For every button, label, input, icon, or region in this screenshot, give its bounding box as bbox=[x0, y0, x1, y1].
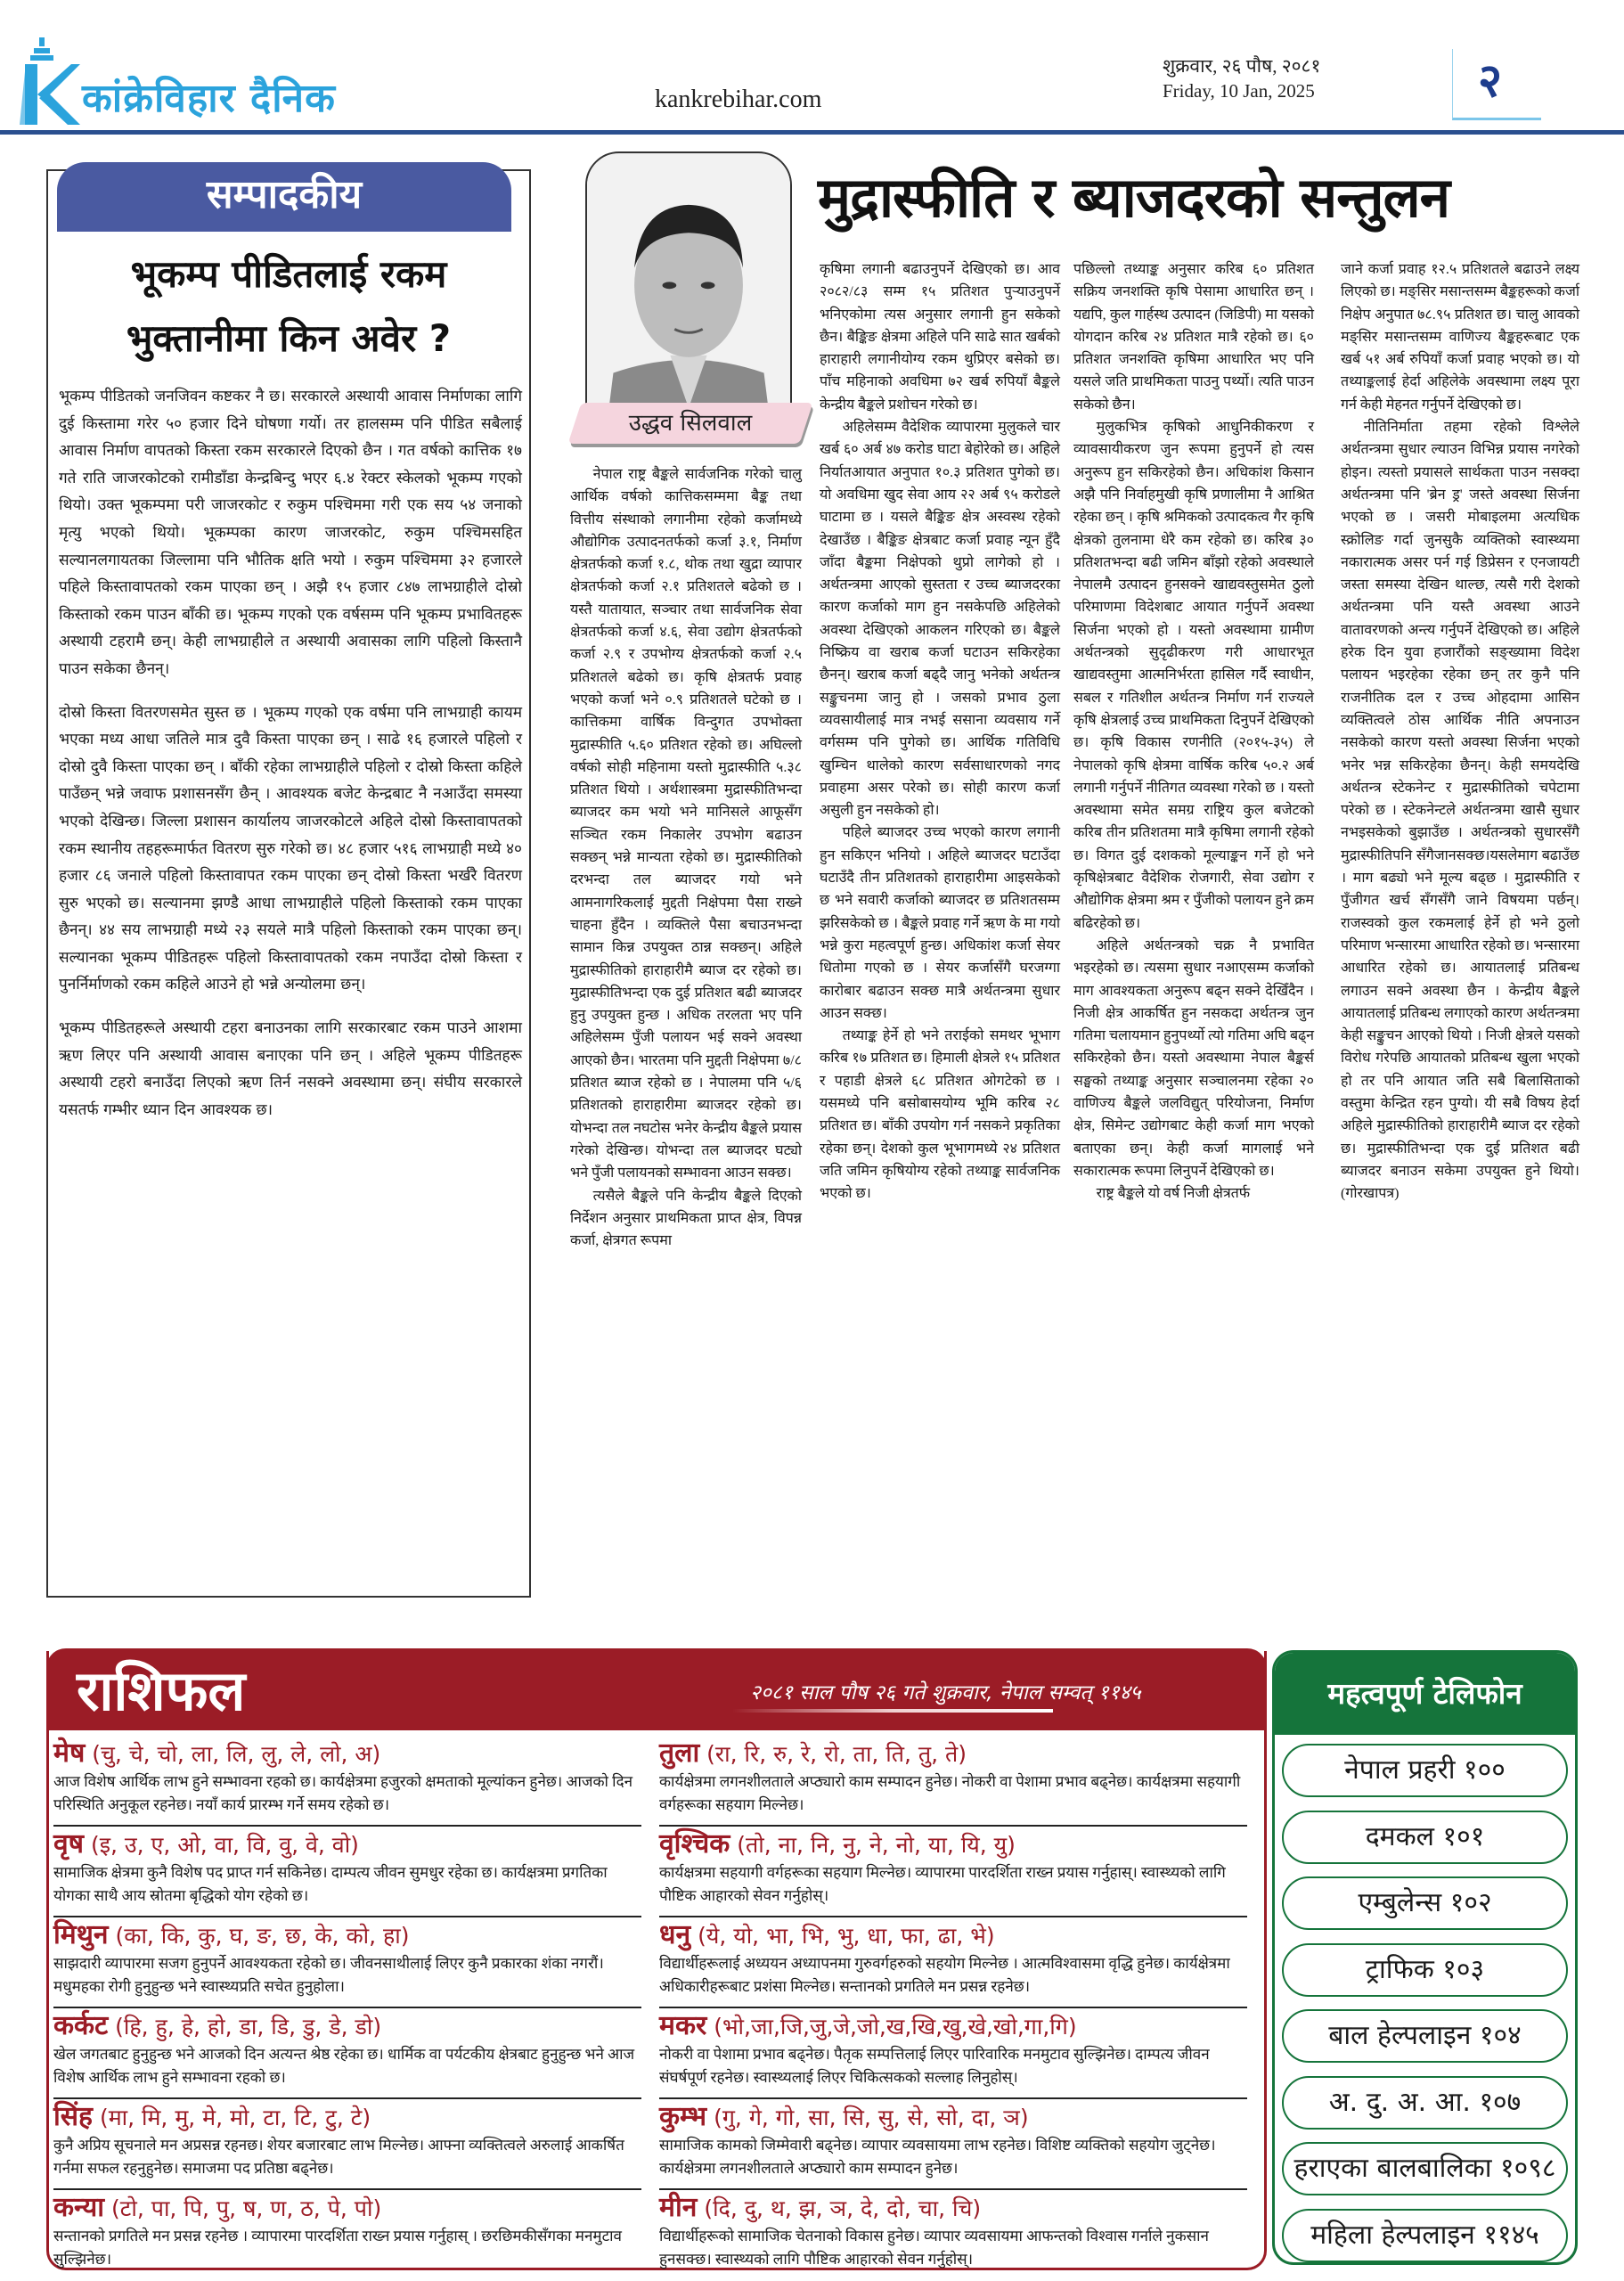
editorial-body bbox=[59, 383, 522, 1140]
sign-name: वृश्चिक bbox=[659, 1828, 730, 1860]
rashifal-date-underline bbox=[732, 1709, 1053, 1713]
rashifal-column-left bbox=[53, 1736, 641, 2281]
opinion-paragraph: पछिल्लो तथ्याङ्क अनुसार करिब ६० प्रतिशत सक्रिय जनशक्ति कृषि पेसामा आधारित छन् । यद्यपि, कुल गार्हस्थ उत्पादन (जिडिपी) मा यसको योगदान करिब २४ प्रतिशत मात्रै रहेको छ। ६० प्रतिशत जनशक्ति कृषिमा आधारित भए पनि यसले जति प्राथमिकता पाउनु पर्थ्यो। त्यति पाउन सकेको छैन। bbox=[1073, 262, 1314, 413]
editorial-box bbox=[46, 169, 531, 1598]
newspaper-logo[interactable] bbox=[18, 36, 463, 129]
phone-list bbox=[1275, 1735, 1575, 2265]
opinion-paragraph: जाने कर्जा प्रवाह १२.५ प्रतिशतले बढाउने लक्ष्य लिएको छ। मङ्सिर मसान्तसम्म बैङ्कहरूको कर्जा निक्षेप अनुपात ७८.९५ प्रतिशत छ। चालु आवको मङ्सिर मसान्तसम्म वाणिज्य बैङ्कहरूबाट एक खर्ब ५१ अर्ब रुपियाँ कर्जा प्रवाह भएको छ। यो तथ्याङ्कलाई हेर्दा अहिलेके अवस्थामा लक्ष्य पूरा गर्न केही मेहनत गर्नुपर्ने देखिएको छ। bbox=[1341, 262, 1579, 413]
sign-tula bbox=[659, 1736, 1247, 1827]
opinion-paragraph: कृषिमा लगानी बढाउनुपर्ने देखिएको छ। आव २०८२/८३ सम्म १५ प्रतिशत पुऱ्याउनुपर्ने भनिएकोमा त्यस अनुसार लगानी हुन सकेको छैन। बैङ्किङ क्षेत्रमा अहिले पनि साढे सात खर्बको हाराहारी लगानीयोग्य रकम थुप्रिएर बसेको छ। पाँच महिनाको अवधिमा ७२ खर्ब रुपियाँ बैङ्कले केन्द्रीय बैङ्कले प्रशोचन गरेको छ। bbox=[820, 262, 1060, 413]
opinion-paragraph: राष्ट्र बैङ्कले यो वर्ष निजी क्षेत्रतर्फ bbox=[1096, 1186, 1251, 1202]
page-number-box bbox=[1452, 49, 1541, 120]
opinion-column-2 bbox=[820, 258, 1060, 1205]
sign-dhanu bbox=[659, 1917, 1247, 2008]
sign-name: कुम्भ bbox=[659, 2101, 707, 2132]
sign-syllables: (रा, रि, रु, रे, रो, ता, ति, तु, ते) bbox=[706, 1741, 967, 1767]
important-phone-box bbox=[1272, 1650, 1578, 2265]
sign-name: तुला bbox=[659, 1737, 700, 1769]
sign-syllables: (चु, चे, चो, ला, लि, लु, ले, लो, अ) bbox=[92, 1741, 381, 1767]
rashifal-date: २०८१ साल पौष २६ गते शुक्रवार, नेपाल सम्वत् ११४५ bbox=[750, 1681, 1141, 1705]
phone-item-fire[interactable]: दमकल १०१ bbox=[1282, 1811, 1568, 1864]
sign-syllables: (टो, पा, पि, पु, ष, ण, ठ, पे, पो) bbox=[111, 2195, 382, 2221]
sign-brish bbox=[53, 1827, 641, 1917]
date-english: Friday, 10 Jan, 2025 bbox=[1163, 80, 1315, 102]
masthead-divider bbox=[0, 130, 1624, 135]
sign-text: खेल जगतबाट हुनुहुन्छ भने आजको दिन अत्यन्त श्रेष्ठ रहेका छ। धार्मिक वा पर्यटकीय क्षेत्रबाट हुनुहुन्छ भने आज विशेष आर्थिक लाभ हुने सम्भावना रहको छ। bbox=[53, 2046, 635, 2086]
opinion-paragraph: मुलुकभित्र कृषिको आधुनिकीकरण र व्यावसायीकरण जुन रूपमा हुनुपर्ने हो त्यस अनुरूप हुन सकिरहेको छैन। अधिकांश किसान अझै पनि निर्वाहमुखी कृषि प्रणालीमा नै आश्रित रहेका छन् । कृषि श्रमिकको उत्पादकत्व गैर कृषि क्षेत्रको तुलनामा धेरै कम रहेको छ। करिब ३० प्रतिशतभन्दा बढी जमिन बाँझो रहेको अवस्थाले नेपालमै उत्पादन हुनसक्ने खाद्यवस्तुसमेत ठुलो परिमाणमा विदेशबाट आयात गर्नुपर्ने अवस्था सिर्जना भएको हो । यस्तो अवस्थामा ग्रामीण अर्थतन्त्रको सुदृढीकरण गरी आधारभूत खाद्यवस्तुमा आत्मनिर्भरता हासिल गर्दै स्वाधीन, सबल र गतिशील अर्थतन्त्र निर्माण गर्न राज्यले कृषि क्षेत्रलाई उच्च प्राथमिकता दिनुपर्ने देखिएको छ। कृषि विकास रणनीति (२०१५-३५) ले नेपालको कृषि क्षेत्रमा वार्षिक करिब ५०.२ अर्ब लगानी गर्नुपर्ने नीतिगत व्यवस्था गरेको छ । यस्तो अवस्थामा समेत समग्र राष्ट्रिय कुल बजेटको करिब तीन प्रतिशतमा मात्रै कृषिमा लगानी रहेको छ। विगत दुई दशकको मूल्याङ्कन गर्ने हो भने कृषिक्षेत्रबाट वैदेशिक रोजगारी, सेवा उद्योग र औद्योगिक क्षेत्रमा श्रम र पुँजीको पलायन हुने क्रम बढिरहेको छ। bbox=[1073, 420, 1314, 931]
date-block bbox=[1163, 53, 1320, 104]
sign-syllables: (गु, गे, गो, सा, सि, सु, से, सो, दा, ञ) bbox=[714, 2105, 1029, 2130]
sign-kumbha bbox=[659, 2099, 1247, 2190]
sign-text: कार्यक्षत्रमा सहयागी वर्गहरूका सहयाग मिल्नेछ। व्यापारमा पारदर्शिता राख्न प्रयास गर्नुहास्। स्वास्थ्यको लागि पौष्टिक आहारको सेवन गर्नुहोस्। bbox=[659, 1864, 1226, 1904]
sign-text: सन्तानको प्रगतिले मन प्रसन्न रहनेछ । व्यापारमा पारदर्शिता राख्न प्रयास गर्नुहास् । छरछिमकीसँगका मनमुटाव सुल्झिनेछ। bbox=[53, 2228, 622, 2268]
sign-name: सिंह bbox=[53, 2101, 93, 2132]
sign-name: मकर bbox=[659, 2010, 707, 2041]
phone-box-title: महत्वपूर्ण टेलिफोन bbox=[1327, 1676, 1522, 1711]
phone-item-police[interactable]: नेपाल प्रहरी १०० bbox=[1282, 1744, 1568, 1797]
opinion-paragraph: पहिले ब्याजदर उच्च भएको कारण लगानी हुन सकिएन भनियो । अहिले ब्याजदर घटाउँदा घटाउँदै तीन प्रतिशतको हाराहारीमा आइसकेको छ भने सवारी कर्जाको ब्याजदर छ प्रतिशतसम्म झरिसकेको छ । बैङ्कले प्रवाह गर्ने ऋण के मा गयो भन्ने कुरा महत्वपूर्ण हुन्छ। अधिकांश कर्जा सेयर धितोमा गएको छ । सेयर कर्जासँगै घरजग्गा कारोबार बढाउन सक्छ मात्रै अर्थतन्त्रमा सुधार आउन सक्छ। bbox=[820, 825, 1060, 1021]
logo-text: कांक्रेविहार दैनिक bbox=[82, 76, 336, 121]
sign-text: नोकरी वा पेशामा प्रभाव बढ्नेछ। पैतृक सम्पत्तिलाई लिएर पारिवारिक मनमुटाव सुल्झिनेछ। दाम्पत्य जीवन संघर्षपूर्ण रहनेछ। स्वास्थ्यलाई लिएर चिकित्सकको सल्लाह लिनुहोस्। bbox=[659, 2046, 1210, 2086]
sign-text: विद्यार्थीहरूको सामाजिक चेतनाको विकास हुनेछ। व्यापार व्यवसायमा आफन्तको विश्वास गर्नाले नुकसान हुनसक्छ। स्वास्थ्यको लागि पौष्टिक आहारको सेवन गर्नुहोस्। bbox=[659, 2228, 1209, 2268]
opinion-paragraph: नीतिनिर्माता तहमा रहेको विश्लेले अर्थतन्त्रमा सुधार ल्याउन विभिन्न प्रयास नगरेको होइन। त्यस्तो प्रयासले सार्थकता पाउन नसक्दा अर्थतन्त्रमा पनि 'ब्रेन ड्र' जस्ते अवस्था सिर्जना भएको छ । जसरी मोबाइलमा अत्यधिक स्क्रोलिङ गर्दा जुनसुकै व्यक्तिको स्वास्थ्यमा नकारात्मक असर पर्न गई डिप्रेसन र एनजायटी जस्ता समस्या देखिन थाल्छ, त्यसै गरी देशको अर्थतन्त्रमा पनि यस्तै अवस्था आउने वातावरणको अन्त्य गर्नुपर्ने देखिएको छ। अहिले हरेक दिन युवा हजारौंको सङ्ख्यामा विदेश पलायन भइरहेका रहेका छन् तर कुनै पनि राजनीतिक दल र उच्च ओहदामा आसिन व्यक्तित्वले ठोस आर्थिक नीति अपनाउन नसकेको कारण यस्तो अवस्था सिर्जना भएको भनेर भन्न सकिरहेका छैनन्। केही समयदेखि अर्थतन्त्र स्टेकनेन्ट र मुद्रास्फीतिको चपेटामा परेको छ । स्टेकनेन्टले अर्थतन्त्रमा खासै सुधार नभइसकेको बुझाउँछ । अर्थतन्त्रको सुधारसँगै मुद्रास्फीतिपनि सँगैजानसक्छ।यसलेमाग बढाउँछ । माग बढ्यो भने मूल्य बढ्छ । मुद्रास्फीति र पुँजीगत खर्च सँगसँगै जाने विषयमा पर्छन्। राजस्वको कुल रकमलाई हेर्ने हो भने ठुलो परिमाण भन्सारमा आधारित रहेको छ। भन्सारमा आधारित रहेको छ। आयातलाई प्रतिबन्ध लगाउन सक्ने अवस्था छैन । केन्द्रीय बैङ्कले आयातलाई प्रतिबन्ध लगाएको कारण अर्थतन्त्रमा केही सङ्कुचन आएको थियो । निजी क्षेत्रले यसको विरोध गरेपछि आयातको प्रतिबन्ध खुला भएको हो तर पनि आयात जति सबै बिलासिताको वस्तुमा केन्द्रित रहन पुग्यो। यी सबै विषय हेर्दा अहिले मुद्रास्फीतिको हाराहारीमै ब्याज दर रहेको छ। मुद्रास्फीतिभन्दा एक दुई प्रतिशत बढी ब्याजदर बनाउन सकेमा उपयुक्त हुने थियो। (गोरखापत्र) bbox=[1341, 420, 1579, 1202]
sign-name: कन्या bbox=[53, 2192, 105, 2223]
editorial-label-text: सम्पादकीय bbox=[206, 172, 363, 217]
opinion-column-4 bbox=[1341, 258, 1579, 1205]
sign-syllables: (हि, हु, हे, हो, डा, डि, डु, डे, डो) bbox=[115, 2014, 382, 2040]
masthead bbox=[0, 0, 1624, 134]
editorial-paragraph: भूकम्प पीडितको जनजिवन कष्टकर नै छ। सरकारले अस्थायी आवास निर्माणका लागि दुई किस्तामा गरेर ५० हजार दिने घोषणा गर्यो। तर हालसम्म पनि पीडित सबैलाई आवास निर्माण वापतको किस्ता रकम सरकारले दिएको छैन । गत वर्षको कात्तिक १७ गते राति जाजरकोटको रामीडाँडा केन्द्रबिन्दु भएर ६.४ रेक्टर स्केलको भूकम्प गएको थियो। उक्त भूकम्पमा परी जाजरकोट र रुकुम पश्चिममा गरी एक सय ५४ जनाको मृत्यु भएको थियो। भूकम्पका कारण जाजरकोट, रुकुम पश्चिमसहित सल्यानलगायतका जिल्लामा पनि भौतिक क्षति भयो । रुकुम पश्चिममा ३२ हजारले पहिले किस्तावापतको रकम पाएका छन् । अझै १५ हजार ८४७ लाभग्राहीले दोस्रो किस्ताको रकम पाउन बाँकी छ। भूकम्प गएको एक वर्षसम्म पनि भूकम्प प्रभावितहरू अस्थायी टहरामै छन्। केही लाभग्राहीले त अस्थायी अवासका लागि पहिलो किस्तानै पाउन सकेका छैनन्। bbox=[59, 388, 522, 678]
sign-name: धनु bbox=[659, 1919, 691, 1950]
sign-syllables: (दि, दु, थ, झ, ञ, दे, दो, चा, चि) bbox=[704, 2195, 982, 2221]
phone-item-child-helpline[interactable]: बाल हेल्पलाइन १०४ bbox=[1282, 2009, 1568, 2063]
sign-text: कार्यक्षेत्रमा लगनशीलताले अप्ठ्यारो काम सम्पादन हुनेछ। नोकरी वा पेशामा प्रभाव बढ्नेछ। कार्यक्षत्रमा सहयागी वर्गहरूका सहयाग मिल्नेछ। bbox=[659, 1773, 1241, 1813]
sign-name: मिथुन bbox=[53, 1919, 109, 1950]
sign-singha bbox=[53, 2099, 641, 2190]
author-name: उद्धव सिलवाल bbox=[628, 410, 753, 437]
sign-syllables: (तो, ना, नि, नु, ने, नो, या, यि, यु) bbox=[737, 1832, 1016, 1858]
editorial-paragraph: भूकम्प पीडितहरूले अस्थायी टहरा बनाउनका लागि सरकारबाट रकम पाउने आशमा ऋण लिएर पनि अस्थायी आवास बनाएका पनि छन् । अहिले भूकम्प पीडितहरू अस्थायी टहरो बनाउँदा लिएको ऋण तिर्न नसक्ने अवस्थामा छन्। संघीय सरकारले यसतर्फ गम्भीर ध्यान दिन आवश्यक छ। bbox=[59, 1019, 522, 1119]
sign-brishchik bbox=[659, 1827, 1247, 1917]
sign-syllables: (इ, उ, ए, ओ, वा, वि, वु, वे, वो) bbox=[90, 1832, 359, 1858]
sign-meen bbox=[659, 2190, 1247, 2281]
phone-box-header bbox=[1275, 1653, 1575, 1735]
page-number: २ bbox=[1478, 54, 1503, 108]
site-url[interactable]: kankrebihar.com bbox=[655, 86, 822, 113]
sign-syllables: (का, कि, कु, घ, ङ, छ, के, को, हा) bbox=[115, 1923, 410, 1949]
sign-text: विद्यार्थीहरूलाई अध्ययन अध्यापनमा गुरुवर्गहरुको सहयोग मिल्नेछ । आत्मविश्वासमा वृद्धि हुनेछ। कार्यक्षेत्रमा अधिकारीहरूबाट प्रशंसा मिल्नेछ। सन्तानको प्रगतिले मन प्रसन्न रहनेछ। bbox=[659, 1955, 1230, 1995]
phone-item-missing-children[interactable]: हराएका बालबालिका १०९८ bbox=[1282, 2142, 1568, 2195]
sign-syllables: (ये, यो, भा, भि, भु, धा, फा, ढा, भे) bbox=[698, 1923, 995, 1949]
rashifal-column-right bbox=[659, 1736, 1247, 2281]
rashifal-header bbox=[46, 1648, 1267, 1730]
opinion-paragraph: अहिले अर्थतन्त्रको चक्र नै प्रभावित भइरहेको छ। त्यसमा सुधार नआएसम्म कर्जाको माग आवश्यकता अनुरूप बढ्न सक्ने देखिँदैन । निजी क्षेत्र आकर्षित हुन नसकदा अर्थतन्त्र जुन गतिमा चलायमान हुनुपर्थ्यो त्यो गतिमा अघि बढ्न सकिरहेको छैन। यस्तो अवस्थामा नेपाल बैङ्कर्स सङ्घको तथ्याङ्क अनुसार सञ्चालनमा रहेका २० वाणिज्य बैङ्कले जलविद्युत् परियोजना, निर्माण क्षेत्र, सिमेन्ट उद्योगबाट केही कर्जा माग भएको बताएका छन्। केही कर्जा मागलाई भने सकारात्मक रूपमा लिनुपर्ने देखिएको छ। bbox=[1073, 937, 1314, 1179]
sign-syllables: (मा, मि, मु, मे, मो, टा, टि, टु, टे) bbox=[99, 2105, 371, 2130]
sign-name: मेष bbox=[53, 1737, 86, 1769]
editorial-headline: भूकम्प पीडितलाई रकम भुक्तानीमा किन अवेर ? bbox=[126, 252, 452, 360]
sign-mithun bbox=[53, 1917, 641, 2008]
opinion-paragraph: त्यसैले बैङ्कले पनि केन्द्रीय बैङ्कले दिएको निर्देशन अनुसार प्राथमिकता प्राप्त क्षेत्र, विपन्न कर्जा, क्षेत्रगत रूपमा bbox=[570, 1188, 802, 1249]
sign-text: आज विशेष आर्थिक लाभ हुने सम्भावना रहको छ। कार्यक्षेत्रमा हजुरको क्षमताको मूल्यांकन हुनेछ। आजको दिन परिस्थिति अनुकूल रहनेछ। नयाँ कार्य प्रारम्भ गर्ने समय रहेको छ। bbox=[53, 1773, 633, 1813]
sign-name: मीन bbox=[659, 2192, 698, 2223]
editorial-section-label bbox=[57, 162, 511, 232]
author-photo bbox=[585, 151, 792, 446]
sign-karkat bbox=[53, 2008, 641, 2099]
sign-mesh bbox=[53, 1736, 641, 1827]
sign-text: साझदारी व्यापारमा सजग हुनुपर्ने आवश्यकता रहेको छ। जीवनसाथीलाई लिएर कुनै प्रकारका शंका नगरौं। मधुमहका रोगी हुनुहुन्छ भने स्वास्थ्यप्रति सचेत हुनुहोला। bbox=[53, 1955, 604, 1995]
opinion-column-1 bbox=[570, 463, 802, 1252]
phone-item-women-helpline[interactable]: महिला हेल्पलाइन ११४५ bbox=[1282, 2209, 1568, 2262]
phone-item-traffic[interactable]: ट्राफिक १०३ bbox=[1282, 1943, 1568, 1997]
sign-syllables: (भो,जा,जि,जु,जे,जो,ख,खि,खु,खे,खो,गा,गि) bbox=[714, 2014, 1077, 2040]
phone-item-ambulance[interactable]: एम्बुलेन्स १०२ bbox=[1282, 1876, 1568, 1930]
author-byline bbox=[568, 403, 813, 444]
opinion-paragraph: नेपाल राष्ट्र बैङ्कले सार्वजनिक गरेको चालु आर्थिक वर्षको कात्तिकसम्ममा बैङ्क तथा वित्तीय संस्थाको लगानीमा रहेको कर्जामध्ये औद्योगिक उत्पादनतर्फको कर्जा ३.१, निर्माण क्षेत्रतर्फको कर्जा १.८, थोक तथा खुद्रा व्यापार क्षेत्रतर्फको कर्जा २.१ प्रतिशतले बढेको छ । यस्तै यातायात, सञ्चार तथा सार्वजनिक सेवा क्षेत्रतर्फको कर्जा ४.६, सेवा उद्योग क्षेत्रतर्फको कर्जा २.९ र उपभोग्य क्षेत्रतर्फको कर्जा २.५ प्रतिशतले बढेको छ। कृषि क्षेत्रतर्फ प्रवाह भएको कर्जा भने ०.९ प्रतिशतले घटेको छ । कात्तिकमा वार्षिक विन्दुगत उपभोक्ता मुद्रास्फीति ५.६० प्रतिशत रहेको छ। अघिल्लो वर्षको सोही महिनामा यस्तो मुद्रास्फीति ५.३८ प्रतिशत थियो । अर्थशास्त्रमा मुद्रास्फीतिभन्दा ब्याजदर कम भयो भने मानिसले आफूसँग सञ्चित रकम निकालेर उपभोग बढाउन सक्छन् भन्ने मान्यता रहेको छ। मुद्रास्फीतिको दरभन्दा तल ब्याजदर गयो भने आमनागरिकलाई मुद्दती निक्षेपमा पैसा राख्ने चाहना हुँदैन । व्यक्तिले पैसा बचाउनभन्दा सामान किन्न उपयुक्त ठान्न सक्छन्। अहिले मुद्रास्फीतिको हाराहारीमै ब्याज दर रहेको छ। मुद्रास्फीतिभन्दा एक दुई प्रतिशत बढी ब्याजदर हुनु उपयुक्त हुन्छ । अधिक तरलता भए पनि अहिलेसम्म पुँजी पलायन भई सक्ने अवस्था आएको छैन। भारतमा पनि मुद्दती निक्षेपमा ७/८ प्रतिशत ब्याज रहेको छ । नेपालमा पनि ५/६ प्रतिशतको हाराहारीमा ब्याजदर रहेको छ। योभन्दा तल नघटोस भनेर केन्द्रीय बैङ्कले प्रयास गरेको देखिन्छ। योभन्दा तल ब्याजदर घट्यो भने पुँजी पलायनको सम्भावना आउन सक्छ। bbox=[570, 467, 802, 1181]
opinion-paragraph: अहिलेसम्म वैदेशिक व्यापारमा मुलुकले चार खर्ब ६० अर्ब ४७ करोड घाटा बेहोरेको छ। अहिले निर्यातआयात अनुपात १०.३ प्रतिशत पुगेको छ। यो अवधिमा खुद सेवा आय २२ अर्ब ९५ करोडले घाटामा छ । यसले बैङ्किङ क्षेत्र अस्वस्थ रहेको देखाउँछ । बैङ्किङ क्षेत्रबाट कर्जा प्रवाह न्यून हुँदै जाँदा बैङ्कमा निक्षेपको थुप्रो लागेको हो । अर्थतन्त्रमा आएको सुस्तता र उच्च ब्याजदरका कारण कर्जाको माग हुन नसकेपछि अहिलेको अवस्था देखिएको आकलन गरिएको छ। बैङ्कले निष्क्रिय वा खराब कर्जा घटाउन सकिरहेका छैनन्। खराब कर्जा बढ्दै जानु भनेको अर्थतन्त्र सङ्कुचनमा जानु हो । जसको प्रभाव ठुला व्यवसायीलाई मात्र नभई ससाना व्यवसाय गर्ने वर्गसम्म पनि पुगेको छ। आर्थिक गतिविधि खुम्चिन थालेको कारण सर्वसाधारणको नगद प्रवाहमा असर परेको छ। सोही कारण कर्जा असुली हुन नसकेको हो। bbox=[820, 420, 1060, 819]
sign-makar bbox=[659, 2008, 1247, 2099]
sign-text: सामाजिक कामको जिम्मेवारी बढ्नेछ। व्यापार व्यवसायमा लाभ रहनेछ। विशिष्ट व्यक्तिको सहयोग जुट्नेछ। कार्यक्षेत्रमा लगनशीलताले अप्ठ्यारो काम सम्पादन हुनेछ। bbox=[659, 2137, 1216, 2177]
sign-kanya bbox=[53, 2190, 641, 2281]
phone-item-ciaa[interactable]: अ. दु. अ. आ. १०७ bbox=[1282, 2076, 1568, 2130]
author-portrait-icon bbox=[587, 153, 790, 444]
opinion-paragraph: तथ्याङ्क हेर्ने हो भने तराईको समथर भूभाग करिब १७ प्रतिशत छ। हिमाली क्षेत्रले १५ प्रतिशत र पहाडी क्षेत्रले ६८ प्रतिशत ओगटेको छ । यसमध्ये पनि बसोबासयोग्य भूमि करिब २८ प्रतिशत छ। बाँकी उपयोग गर्न नसकने प्रकृतिका रहेका छन्। देशको कुल भूभागमध्ये २४ प्रतिशत जति जमिन कृषियोग्य रहेको तथ्याङ्क सार्वजनिक भएको छ। bbox=[820, 1028, 1060, 1202]
opinion-headline: मुद्रास्फीति र ब्याजदरको सन्तुलन bbox=[818, 165, 1450, 230]
editorial-paragraph: दोस्रो किस्ता वितरणसमेत सुस्त छ । भूकम्प गएको एक वर्षमा पनि लाभग्राही कायम भएका मध्य आधा जतिले मात्र दुवै किस्ता पाएका छन् । साढे १६ हजारले पहिलो र दोस्रो दुवै किस्ता पाएका छन् । बाँकी रहेका लाभग्राहीले पहिलो र दोस्रो किस्ता कहिले पाउँछन् भन्ने जवाफ प्रशासनसँग छैन् । आवश्यक बजेट केन्द्रबाट नै नआउँदा समस्या भएको देखिन्छ। जिल्ला प्रशासन कार्यालय जाजरकोटले अहिले दोस्रो किस्तावापतको रकम स्थानीय तहहरूमार्फत वितरण सुरु गरेको छ। ४८ हजार ५१६ लाभग्राही मध्ये ४० हजार ८६ जनाले पहिलो किस्तावापत रकम पाएका छन् दोस्रो किस्ता भर्खरै वितरण सुरु भएको छ। सल्यानमा झण्डै आधा लाभग्राहीले पहिलो किस्ताको रकम पाएका छैनन्। ४४ सय लाभग्राही मध्ये २३ सयले मात्रै पहिलो किस्ताको रकम पाएका छन्। सल्यानका भूकम्प पीडितहरू पहिलो किस्तावापतको रकम नपाउँदा दोस्रो किस्ता र पुनर्निर्माणको रकम कहिले आउने हो भन्ने अन्योलमा छन्। bbox=[59, 703, 522, 994]
sign-name: वृष bbox=[53, 1828, 85, 1860]
rashifal-title: राशिफल bbox=[77, 1658, 246, 1723]
date-nepali: शुक्रवार, २६ पौष, २०८१ bbox=[1163, 55, 1321, 77]
sign-name: कर्कट bbox=[53, 2010, 109, 2041]
sign-text: कुनै अप्रिय सूचनाले मन अप्रसन्न रहनछ। शेयर बजारबाट लाभ मिल्नेछ। आफ्ना व्यक्तित्वले अरुलाई आकर्षित गर्नमा सफल रहनुहुनेछ। समाजमा पद प्रतिष्ठा बढ्नेछ। bbox=[53, 2137, 624, 2177]
temple-k-logo-icon bbox=[18, 36, 80, 129]
opinion-column-3 bbox=[1073, 258, 1314, 1205]
sign-text: सामाजिक क्षेत्रमा कुनै विशेष पद प्राप्त गर्न सकिनेछ। दाम्पत्य जीवन सुमधुर रहेका छ। कार्यक्षत्रमा प्रगतिका योगका साथै आय स्रोतमा बृद्धिको योग रहेको छ। bbox=[53, 1864, 608, 1904]
